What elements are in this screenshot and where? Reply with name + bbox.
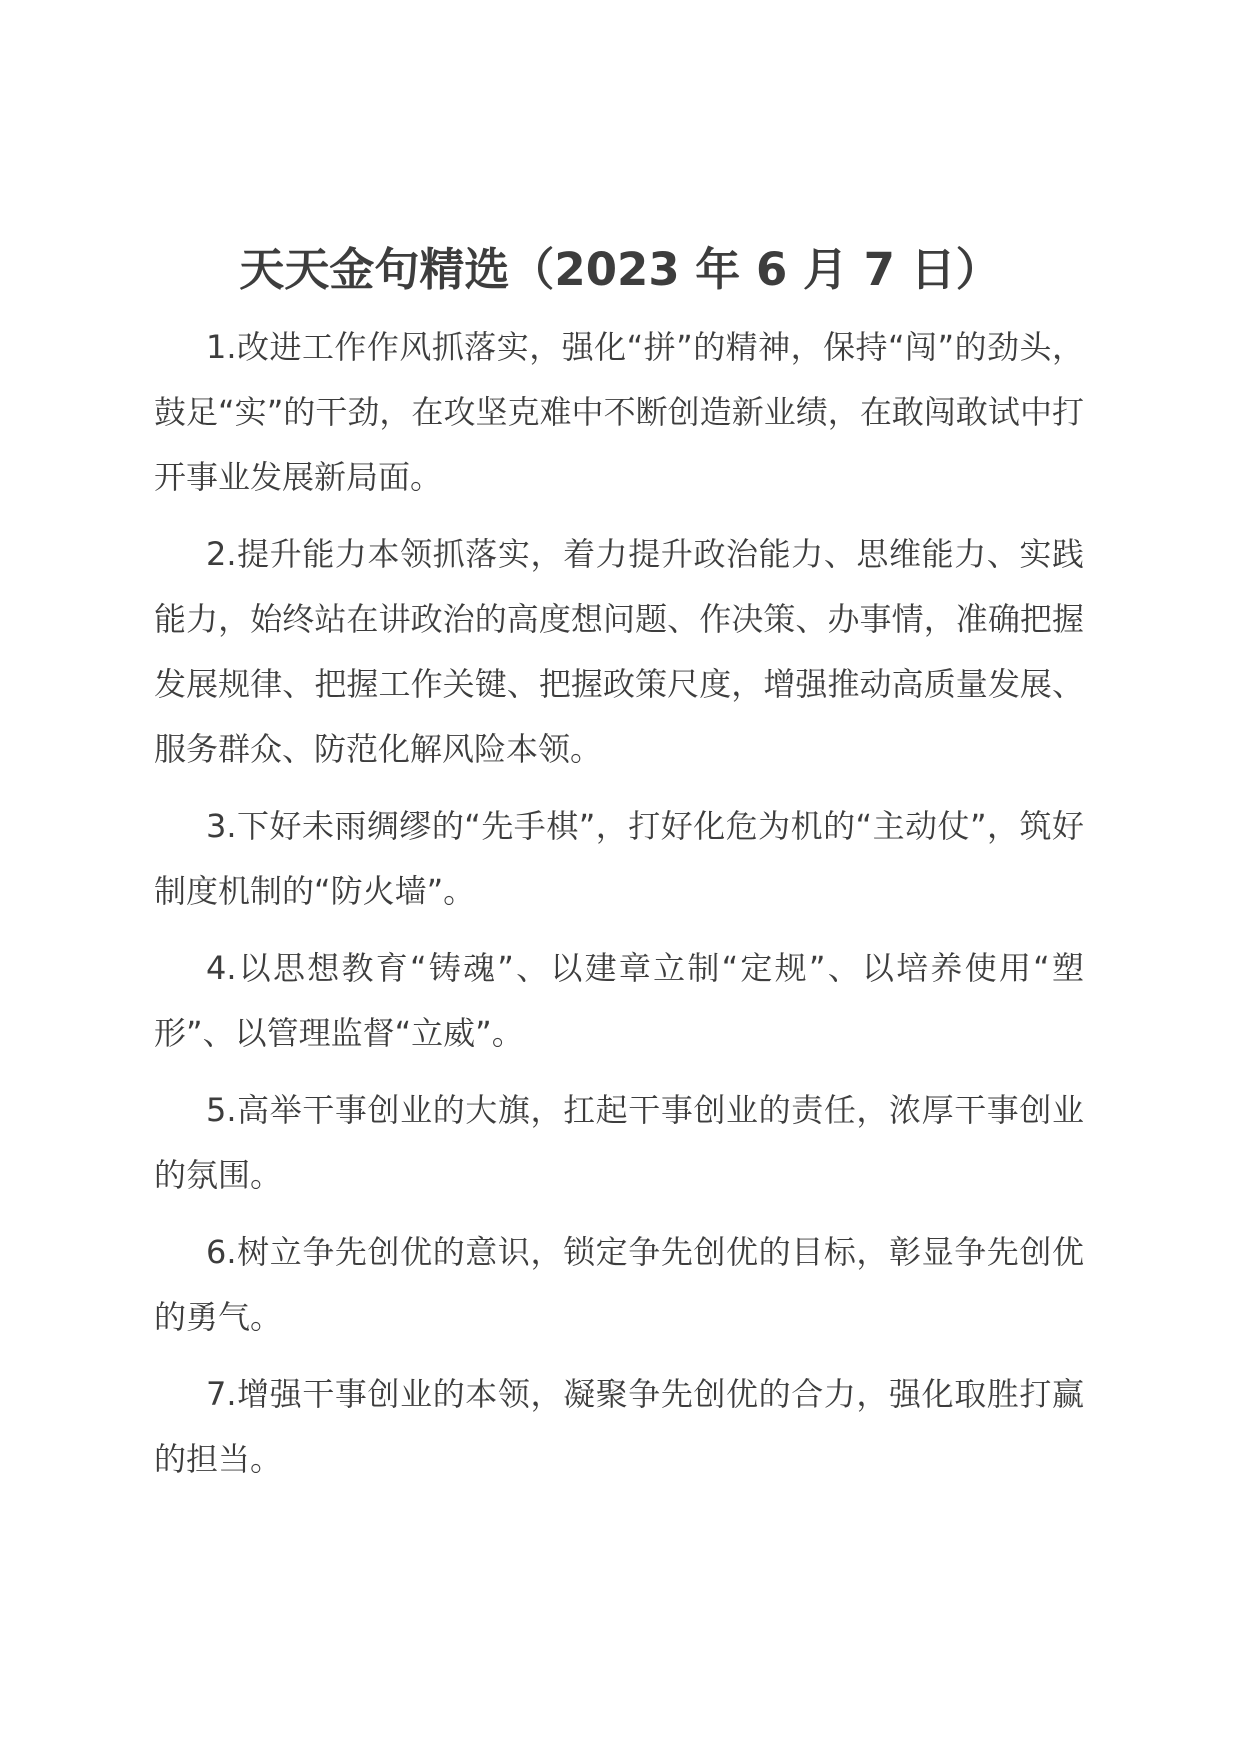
paragraph-3: 3.下好未雨绸缪的“先手棋”，打好化危为机的“主动仗”，筑好制度机制的“防火墙”。 (154, 807, 1084, 910)
paragraph-7: 7.增强干事创业的本领，凝聚争先创优的合力，强化取胜打赢的担当。 (154, 1375, 1084, 1478)
document-body (154, 315, 1084, 1504)
document-title: 天天金句精选（2023 年 6 月 7 日） (239, 243, 1001, 296)
paragraph-1: 1.改进工作作风抓落实，强化“拼”的精神，保持“闯”的劲头，鼓足“实”的干劲，在攻坚克难中不断创造新业绩，在敢闯敢试中打开事业发展新局面。 (154, 328, 1084, 496)
paragraph-2: 2.提升能力本领抓落实，着力提升政治能力、思维能力、实践能力，始终站在讲政治的高度想问题、作决策、办事情，准确把握发展规律、把握工作关键、把握政策尺度，增强推动高质量发展、服务群众、防范化解风险本领。 (154, 535, 1084, 768)
paragraph-6: 6.树立争先创优的意识，锁定争先创优的目标，彰显争先创优的勇气。 (154, 1233, 1084, 1336)
paragraph-5: 5.高举干事创业的大旗，扛起干事创业的责任，浓厚干事创业的氛围。 (154, 1091, 1084, 1194)
paragraph-4: 4.以思想教育“铸魂”、以建章立制“定规”、以培养使用“塑形”、以管理监督“立威”。 (154, 949, 1084, 1052)
